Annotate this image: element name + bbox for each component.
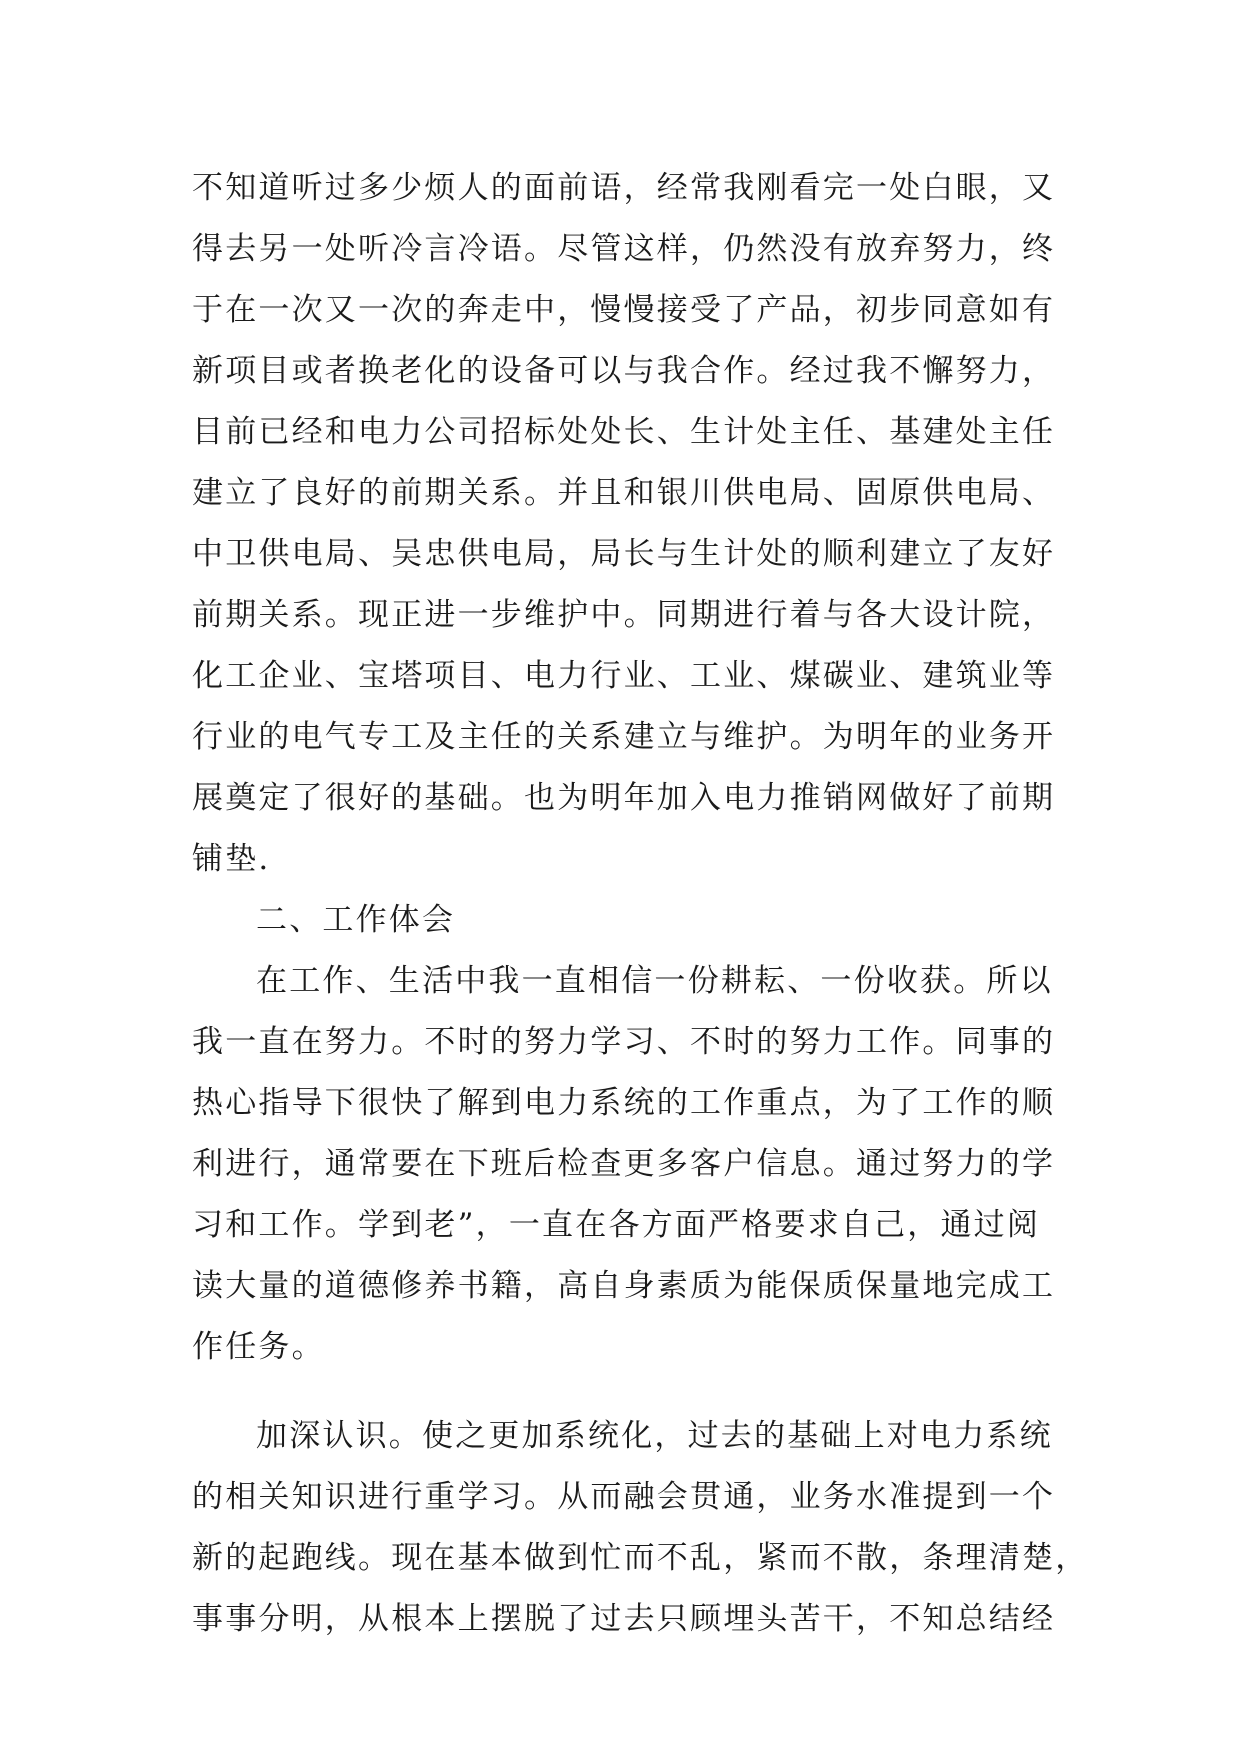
paragraph-spacer <box>192 1378 1052 1406</box>
text-line: 的相关知识进行重学习。从而融会贯通，业务水准提到一个 <box>192 1479 1056 1515</box>
document-body <box>192 158 1089 1650</box>
text-line: 化工企业、宝塔项目、电力行业、工业、煤碳业、建筑业等 <box>192 658 1056 694</box>
text-line: 于在一次又一次的奔走中，慢慢接受了产品，初步同意如有 <box>192 292 1056 328</box>
text-line: 行业的电气专工及主任的关系建立与维护。为明年的业务开 <box>192 719 1056 755</box>
text-line: 目前已经和电力公司招标处处长、生计处主任、基建处主任 <box>192 414 1056 450</box>
text-line: 我一直在努力。不时的努力学习、不时的努力工作。同事的 <box>192 1024 1056 1060</box>
text-line: 作任务。 <box>192 1329 325 1365</box>
text-line: 加深认识。使之更加系统化，过去的基础上对电力系统 <box>256 1418 1053 1454</box>
paragraph-deepen-understanding <box>192 1406 1089 1650</box>
paragraph-work-experience <box>192 951 1056 1378</box>
text-line: 中卫供电局、吴忠供电局，局长与生计处的顺利建立了友好 <box>192 536 1056 572</box>
text-line: 铺垫. <box>192 841 271 877</box>
text-line: 展奠定了很好的基础。也为明年加入电力推销网做好了前期 <box>192 780 1056 816</box>
text-line: 新的起跑线。现在基本做到忙而不乱，紧而不散，条理清楚， <box>192 1540 1089 1576</box>
text-line: 得去另一处听冷言冷语。尽管这样，仍然没有放弃努力，终 <box>192 231 1056 267</box>
text-line: 习和工作。学到老”，一直在各方面严格要求自己，通过阅 <box>192 1207 1041 1243</box>
text-line: 在工作、生活中我一直相信一份耕耘、一份收获。所以 <box>256 963 1053 999</box>
text-line: 建立了良好的前期关系。并且和银川供电局、固原供电局、 <box>192 475 1056 511</box>
text-line: 热心指导下很快了解到电力系统的工作重点，为了工作的顺 <box>192 1085 1056 1121</box>
text-line: 读大量的道德修养书籍，高自身素质为能保质保量地完成工 <box>192 1268 1056 1304</box>
text-line: 事事分明，从根本上摆脱了过去只顾埋头苦干，不知总结经 <box>192 1601 1056 1637</box>
text-line: 不知道听过多少烦人的面前语，经常我刚看完一处白眼，又 <box>192 170 1056 206</box>
paragraph-work-progress <box>192 158 1056 890</box>
section-heading: 二、工作体会 <box>256 902 456 938</box>
text-line: 利进行，通常要在下班后检查更多客户信息。通过努力的学 <box>192 1146 1056 1182</box>
text-line: 新项目或者换老化的设备可以与我合作。经过我不懈努力， <box>192 353 1056 389</box>
text-line: 前期关系。现正进一步维护中。同期进行着与各大设计院， <box>192 597 1056 633</box>
